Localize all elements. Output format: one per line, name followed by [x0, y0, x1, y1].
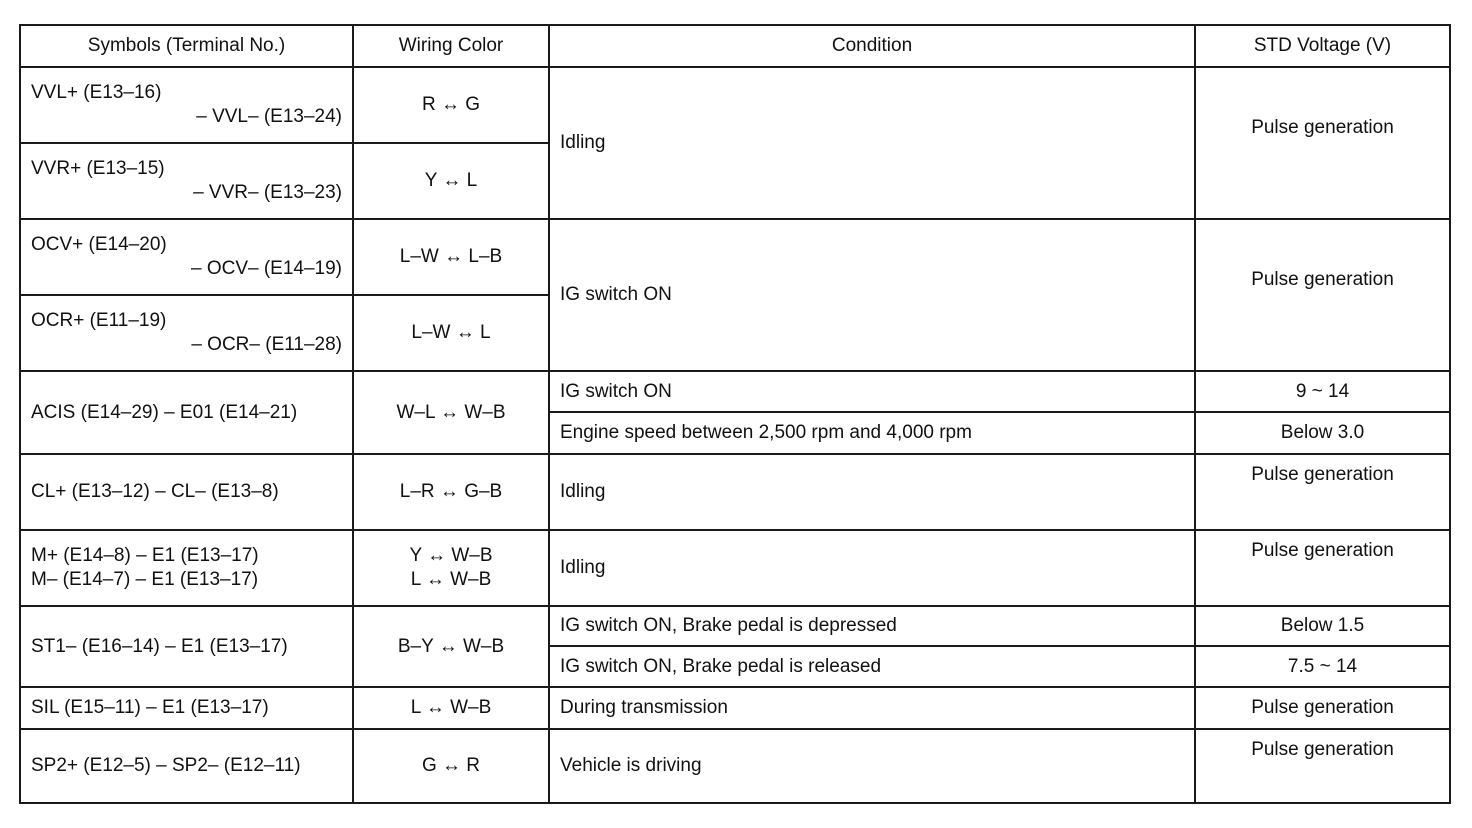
symbol-vvl-minus: – VVL– (E13–24) — [196, 106, 342, 127]
wiring-color-st1: B–Y ↔ W–B — [353, 606, 549, 687]
wiring-color-ocv: L–W ↔ L–B — [353, 219, 549, 295]
symbol-m-plus: M+ (E14–8) – E1 (E13–17) — [31, 545, 259, 567]
table-row-m — [20, 530, 1450, 606]
symbol-ocv-minus: – OCV– (E14–19) — [190, 258, 342, 279]
condition-group-2: IG switch ON — [549, 219, 1195, 371]
header-condition: Condition — [549, 25, 1195, 67]
symbol-cell-m — [20, 530, 353, 606]
wiring-color-sil: L ↔ W–B — [353, 687, 549, 729]
table-row-st1-1 — [20, 606, 1450, 646]
table-row-sil — [20, 687, 1450, 729]
wiring-color-m-minus: L ↔ W–B — [410, 569, 492, 590]
wiring-color-cl: L–R ↔ G–B — [353, 454, 549, 530]
wiring-color-vvl: R ↔ G — [353, 67, 549, 143]
symbol-m-minus: M– (E14–7) – E1 (E13–17) — [31, 569, 259, 590]
condition-acis-1: IG switch ON — [549, 371, 1195, 412]
symbol-sil: SIL (E15–11) – E1 (E13–17) — [20, 687, 353, 729]
header-symbols: Symbols (Terminal No.) — [20, 25, 353, 67]
voltage-st1-1: Below 1.5 — [1195, 606, 1450, 646]
voltage-acis-2: Below 3.0 — [1195, 412, 1450, 454]
terminal-voltage-table — [19, 24, 1451, 804]
table-row-ocv — [20, 219, 1450, 295]
symbol-cl: CL+ (E13–12) – CL– (E13–8) — [20, 454, 353, 530]
voltage-sp2: Pulse generation — [1195, 729, 1450, 803]
table-row-vvl — [20, 67, 1450, 143]
header-wiring-color: Wiring Color — [353, 25, 549, 67]
voltage-group-2: Pulse generation — [1195, 219, 1450, 371]
symbol-vvr-plus: VVR+ (E13–15) — [31, 158, 165, 180]
table-row-sp2 — [20, 729, 1450, 803]
voltage-cl: Pulse generation — [1195, 454, 1450, 530]
condition-st1-2: IG switch ON, Brake pedal is released — [549, 646, 1195, 687]
symbol-cell-vvr — [20, 143, 353, 219]
wiring-color-vvr: Y ↔ L — [353, 143, 549, 219]
wiring-color-cell-m — [353, 530, 549, 606]
symbol-sp2: SP2+ (E12–5) – SP2– (E12–11) — [20, 729, 353, 803]
condition-sp2: Vehicle is driving — [549, 729, 1195, 803]
table-row-acis-1 — [20, 371, 1450, 412]
condition-group-1: Idling — [549, 67, 1195, 219]
voltage-st1-2: 7.5 ~ 14 — [1195, 646, 1450, 687]
symbol-st1: ST1– (E16–14) – E1 (E13–17) — [20, 606, 353, 687]
symbol-cell-ocv — [20, 219, 353, 295]
symbol-cell-ocr — [20, 295, 353, 371]
header-std-voltage: STD Voltage (V) — [1195, 25, 1450, 67]
symbol-vvl-plus: VVL+ (E13–16) — [31, 82, 162, 104]
symbol-cell-vvl — [20, 67, 353, 143]
wiring-color-m-plus: Y ↔ W–B — [409, 545, 493, 567]
wiring-color-ocr: L–W ↔ L — [353, 295, 549, 371]
header-row — [20, 25, 1450, 67]
voltage-acis-1: 9 ~ 14 — [1195, 371, 1450, 412]
condition-st1-1: IG switch ON, Brake pedal is depressed — [549, 606, 1195, 646]
voltage-sil: Pulse generation — [1195, 687, 1450, 729]
voltage-m: Pulse generation — [1195, 530, 1450, 606]
condition-cl: Idling — [549, 454, 1195, 530]
symbol-ocr-minus: – OCR– (E11–28) — [191, 334, 342, 355]
condition-m: Idling — [549, 530, 1195, 606]
voltage-group-1: Pulse generation — [1195, 67, 1450, 219]
condition-acis-2: Engine speed between 2,500 rpm and 4,000 rpm — [549, 412, 1195, 454]
wiring-color-acis: W–L ↔ W–B — [353, 371, 549, 454]
wiring-color-sp2: G ↔ R — [353, 729, 549, 803]
symbol-vvr-minus: – VVR– (E13–23) — [193, 182, 342, 203]
symbol-acis: ACIS (E14–29) – E01 (E14–21) — [20, 371, 353, 454]
symbol-ocr-plus: OCR+ (E11–19) — [31, 310, 167, 332]
table-row-cl — [20, 454, 1450, 530]
condition-sil: During transmission — [549, 687, 1195, 729]
symbol-ocv-plus: OCV+ (E14–20) — [31, 234, 167, 256]
